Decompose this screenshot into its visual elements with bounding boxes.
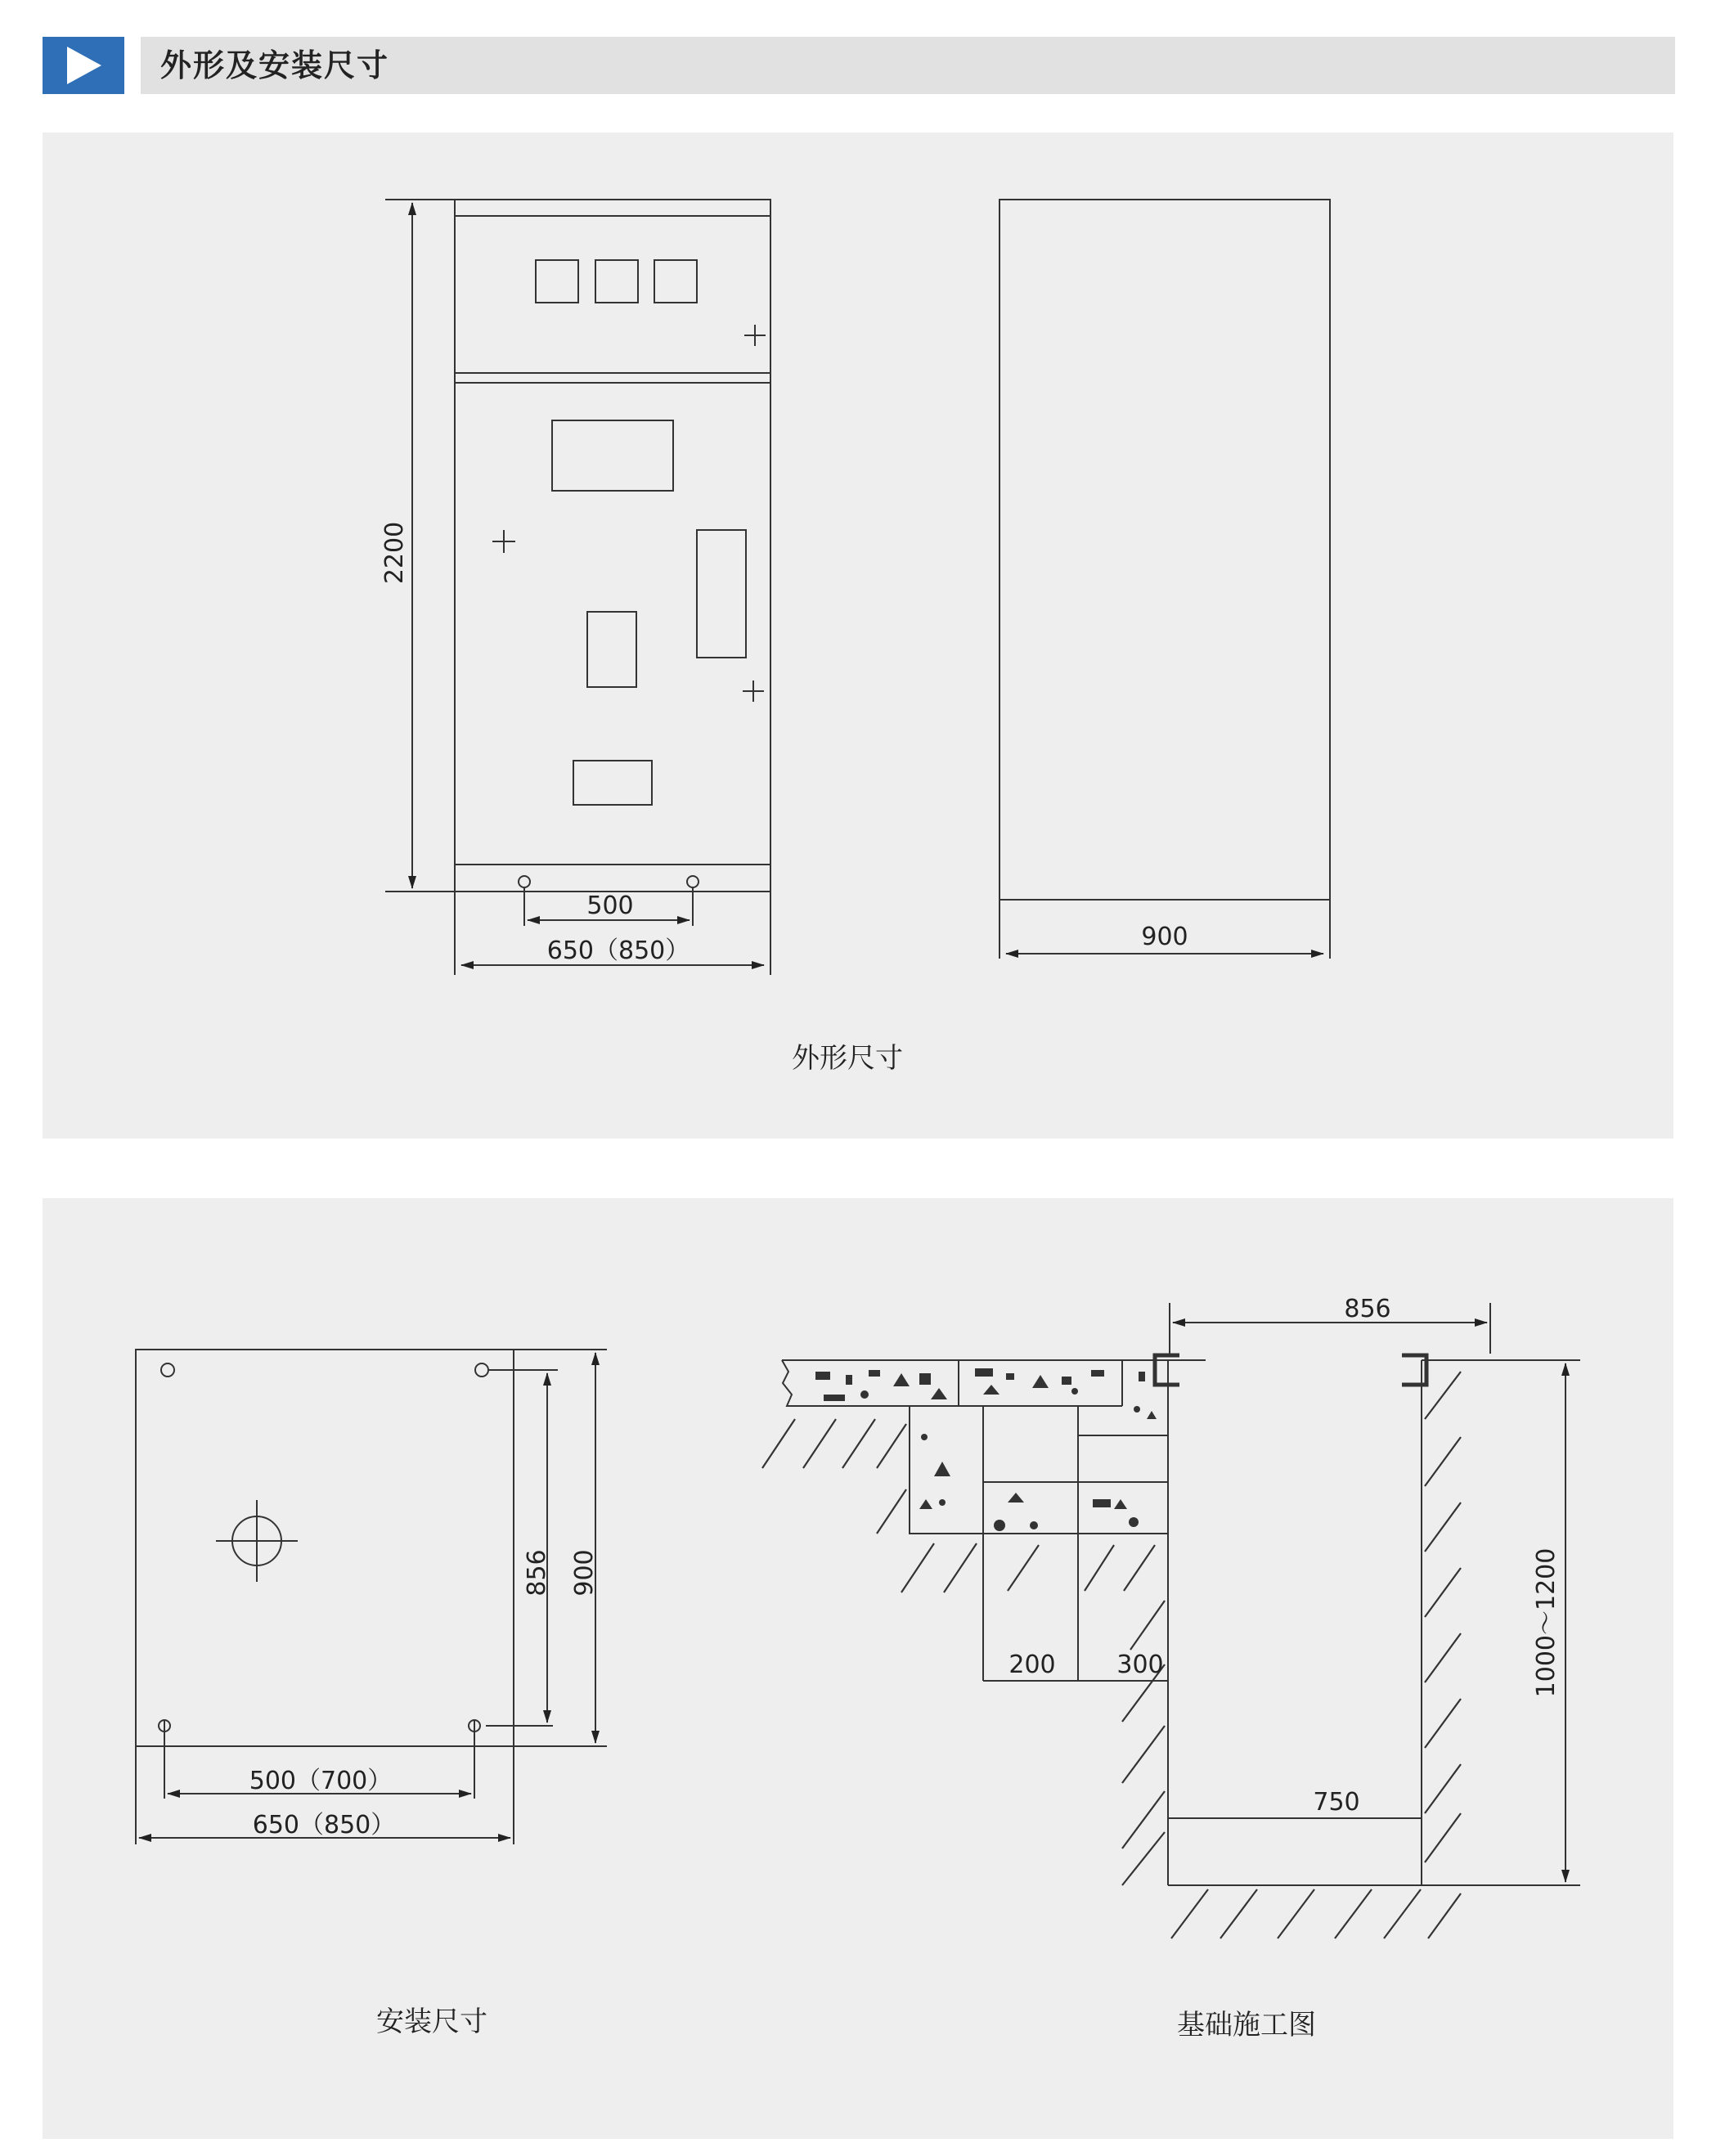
lock-icon	[743, 680, 764, 702]
foundation-caption: 基础施工图	[1177, 2009, 1316, 2041]
hole-spacing-label: 500	[586, 892, 634, 920]
center-window	[587, 612, 636, 687]
section-play-icon	[43, 37, 124, 94]
installation-panel	[43, 1198, 1673, 2139]
lock-icon	[744, 325, 766, 346]
outline-dimensions-drawing	[43, 133, 1673, 1139]
step-300-label: 300	[1116, 1651, 1164, 1679]
concrete-aggregate	[815, 1368, 1157, 1531]
plan-width-label: 650（850）	[252, 1811, 396, 1839]
section-title: 外形及安装尺寸	[160, 47, 390, 83]
play-triangle-icon	[43, 37, 124, 94]
plan-hole-spacing-label: 500（700）	[249, 1767, 393, 1795]
pit-width-label: 750	[1313, 1788, 1360, 1817]
meter-window	[536, 260, 578, 303]
section-header-bar	[141, 37, 1675, 94]
foundation-section-view	[762, 1303, 1580, 1938]
inner-depth-label: 856	[523, 1549, 551, 1597]
outline-caption: 外形尺寸	[792, 1042, 903, 1075]
meter-window	[595, 260, 638, 303]
side-view-cabinet	[1000, 200, 1330, 900]
foundation-width-label: 856	[1344, 1295, 1391, 1323]
installation-caption: 安装尺寸	[376, 2006, 487, 2038]
meter-window	[654, 260, 697, 303]
bottom-window	[573, 761, 652, 805]
display-window	[552, 420, 673, 491]
step-200-label: 200	[1008, 1651, 1056, 1679]
plan-depth-label: 900	[570, 1549, 599, 1597]
lock-icon	[492, 530, 515, 553]
depth-dimension-label: 900	[1141, 923, 1188, 951]
outline-dimensions-panel	[43, 133, 1673, 1139]
installation-foundation-drawing	[43, 1198, 1673, 2139]
height-dimension-label: 2200	[380, 521, 409, 585]
width-dimension-label: 650（850）	[546, 937, 690, 965]
side-window	[697, 530, 746, 658]
foundation-depth-label: 1000～1200	[1532, 1547, 1561, 1698]
